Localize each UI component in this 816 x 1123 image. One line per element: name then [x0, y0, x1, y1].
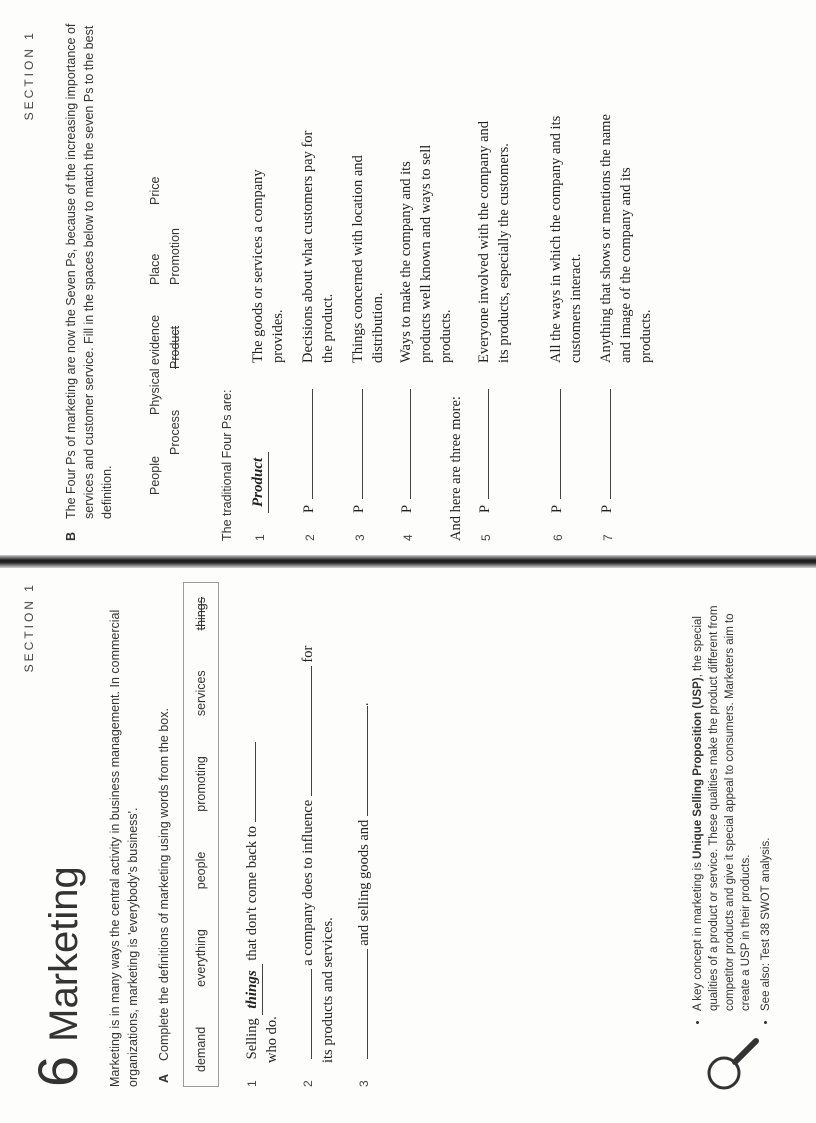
- exercise-instruction: Complete the definitions of marketing using words from the box.: [157, 708, 171, 1061]
- answer-blank[interactable]: [296, 969, 312, 1059]
- word-item-used: things: [194, 597, 208, 631]
- question-text: a company does to influence: [300, 799, 316, 966]
- question-2-line2: its products and services.: [320, 917, 336, 1063]
- ps-row: [396, 21, 456, 541]
- exercise-letter: B: [64, 531, 78, 541]
- ps-row: [596, 21, 656, 541]
- word-item: people: [194, 851, 208, 890]
- ps-row: [248, 21, 288, 541]
- answer-field[interactable]: [474, 363, 514, 513]
- question-text: that don't come back to: [244, 825, 260, 961]
- exercise-b-heading: [62, 21, 116, 541]
- ps-row: [298, 21, 338, 541]
- answer-prefix: P: [399, 504, 415, 513]
- book-spine: [0, 555, 816, 568]
- unit-title: Marketing: [42, 866, 86, 1042]
- answer-field[interactable]: [348, 363, 388, 513]
- word-item: Physical evidence: [148, 314, 162, 415]
- word-item: Promotion: [168, 228, 182, 285]
- answer-prefix: P: [549, 504, 565, 513]
- unit-number: 6: [26, 1055, 89, 1087]
- note-text: , the special qualities of a product or service. These qualities make the product different from competitor products and give it special appeal to consumers. Marketers aim to create a USP in their products.: [692, 605, 752, 1011]
- traditional-ps-label: The traditional Four Ps are:: [220, 389, 234, 541]
- unit-heading: [26, 866, 89, 1087]
- exercise-a-heading: [155, 583, 173, 1083]
- row-definition: Things concerned with location and distribution.: [350, 155, 386, 363]
- exercise-letter: A: [157, 1073, 171, 1083]
- left-page: [0, 568, 816, 1123]
- question-number: 1: [245, 1080, 259, 1087]
- handwritten-answer: things: [244, 970, 260, 1009]
- answer-blank[interactable]: [296, 666, 312, 796]
- word-item: People: [148, 456, 162, 495]
- row-number: 3: [353, 534, 367, 541]
- answer-field[interactable]: [248, 363, 288, 513]
- question-1-line2: who do.: [264, 1016, 280, 1063]
- magnifier-icon: [700, 1033, 764, 1097]
- word-item: services: [194, 670, 208, 717]
- row-number: 1: [253, 534, 267, 541]
- row-definition: Decisions about what customers pay for the product.: [300, 130, 336, 363]
- word-item: demand: [194, 1026, 208, 1072]
- answer-field[interactable]: [596, 363, 656, 513]
- right-page: [0, 0, 816, 555]
- row-definition: All the ways in which the company and its customers interact.: [548, 115, 584, 363]
- word-item: Price: [148, 176, 162, 205]
- answer-blank[interactable]: [240, 742, 256, 822]
- word-item: Place: [148, 253, 162, 285]
- word-item: promoting: [194, 756, 208, 812]
- note-text: A key concept in marketing is: [692, 858, 704, 1011]
- handwritten-answer: Product: [248, 452, 269, 513]
- usp-note: [690, 580, 778, 1025]
- word-box: [183, 582, 219, 1087]
- ps-row: [546, 21, 586, 541]
- answer-prefix: P: [477, 504, 493, 513]
- answer-field[interactable]: [242, 964, 263, 1014]
- word-item: Process: [168, 409, 182, 455]
- seven-ps-word-list: [148, 135, 190, 495]
- question-text: and selling goods and: [356, 819, 372, 946]
- row-number: 2: [303, 534, 317, 541]
- row-definition: Everyone involved with the company and its products, especially the customers.: [476, 120, 512, 363]
- row-definition: Ways to make the company and its products well known and ways to sell products.: [398, 144, 454, 363]
- answer-prefix: P: [301, 504, 317, 513]
- answer-blank[interactable]: [352, 706, 368, 816]
- intro-paragraph: Marketing is in many ways the central activity in business management. In commercial organizations, marketing is 'everybody's business'.: [108, 609, 140, 1087]
- usp-bullet: [690, 580, 754, 1011]
- more-ps-label: And here are three more:: [448, 396, 464, 541]
- ps-row: [474, 21, 514, 541]
- question-number: 3: [357, 1080, 371, 1087]
- question-1: [240, 742, 263, 1087]
- row-definition: The goods or services a company provides.: [250, 169, 286, 363]
- row-definition: Anything that shows or mentions the name and image of the company and its products.: [598, 114, 654, 363]
- exercise-instruction: The Four Ps of marketing are now the Seven Ps, because of the increasing importance of services and customer service. Fill in the spaces below to match the seven Ps to the best definition.: [64, 23, 114, 519]
- row-number: 4: [401, 534, 415, 541]
- answer-field[interactable]: [396, 363, 456, 513]
- see-also-bullet: • See also: Test 38 SWOT analysis.: [758, 580, 774, 1011]
- word-item-used: Product: [168, 325, 182, 369]
- section-label: SECTION 1: [22, 582, 36, 673]
- row-number: 5: [479, 534, 493, 541]
- word-item: everything: [194, 929, 208, 987]
- question-number: 2: [301, 1080, 315, 1087]
- question-text: .: [356, 702, 372, 707]
- answer-blank[interactable]: [352, 949, 368, 1059]
- ps-row: [348, 21, 388, 541]
- answer-field[interactable]: [298, 363, 338, 513]
- answer-field[interactable]: [546, 363, 586, 513]
- question-text: Selling: [244, 1018, 260, 1060]
- section-label: SECTION 1: [22, 30, 36, 121]
- row-number: 6: [551, 534, 565, 541]
- question-text: for: [300, 645, 316, 663]
- question-3: [352, 702, 374, 1087]
- row-number: 7: [601, 534, 615, 541]
- answer-prefix: P: [599, 504, 615, 513]
- note-term: Unique Selling Proposition (USP): [692, 677, 704, 859]
- answer-prefix: P: [351, 504, 367, 513]
- question-2: [296, 646, 318, 1087]
